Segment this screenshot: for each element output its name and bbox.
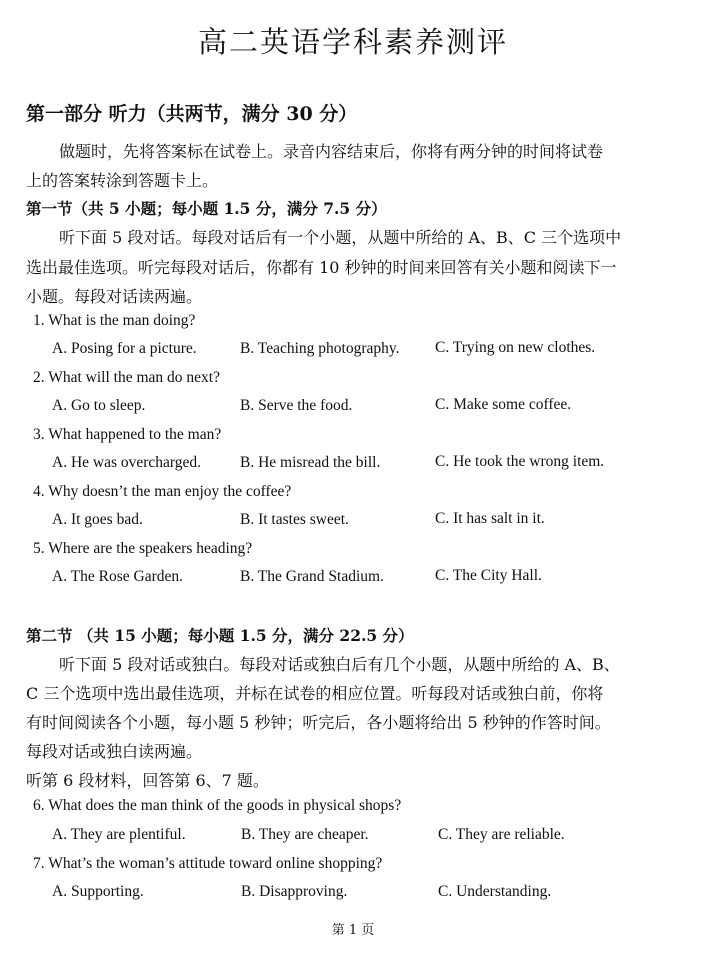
question-4-option-a: A. It goes bad.: [52, 511, 143, 528]
question-5-option-b: B. The Grand Stadium.: [240, 568, 384, 585]
question-3-option-c: C. He took the wrong item.: [435, 453, 605, 470]
question-7-option-c: C. Understanding.: [438, 883, 552, 900]
part1-heading: 第一部分 听力（共两节，满分 30 分）: [26, 103, 358, 125]
question-7: 7. What’s the woman’s attitude toward online shopping?: [33, 855, 383, 872]
question-3-option-b: B. He misread the bill.: [240, 454, 381, 471]
question-1: 1. What is the man doing?: [33, 312, 196, 329]
section2-instruction-line-1: 听下面 5 段对话或独白。每段对话或独白后有几个小题，从题中所给的 A、B、: [59, 655, 620, 674]
section1-instruction-line-2: 选出最佳选项。听完每段对话后，你都有 10 秒钟的时间来回答有关小题和阅读下一: [26, 258, 617, 277]
question-3-option-a: A. He was overcharged.: [52, 454, 202, 471]
question-6-option-a: A. They are plentiful.: [52, 826, 186, 843]
question-7-option-b: B. Disapproving.: [241, 883, 348, 900]
question-2-option-a: A. Go to sleep.: [52, 397, 146, 414]
part1-intro-line-2: 上的答案转涂到答题卡上。: [26, 171, 219, 190]
question-6-option-c: C. They are reliable.: [438, 826, 565, 843]
question-1-option-b: B. Teaching photography.: [240, 340, 400, 357]
question-6-option-b: B. They are cheaper.: [241, 826, 369, 843]
section2-heading: 第二节 （共 15 小题；每小题 1.5 分，满分 22.5 分）: [26, 626, 414, 645]
question-2: 2. What will the man do next?: [33, 369, 220, 386]
page-number: 第 1 页: [331, 923, 375, 938]
question-1-option-a: A. Posing for a picture.: [52, 340, 197, 357]
section2-instruction-line-3: 有时间阅读各个小题，每小题 5 秒钟；听完后，各小题将给出 5 秒钟的作答时间。: [26, 713, 611, 732]
section1-instruction-line-1: 听下面 5 段对话。每段对话后有一个小题，从题中所给的 A、B、C 三个选项中: [59, 228, 622, 247]
question-7-option-a: A. Supporting.: [52, 883, 144, 900]
material-note: 听第 6 段材料，回答第 6、7 题。: [26, 771, 269, 790]
question-6: 6. What does the man think of the goods in physical shops?: [33, 797, 402, 814]
section1-instruction-line-3: 小题。每段对话读两遍。: [26, 287, 203, 306]
question-4: 4. Why doesn’t the man enjoy the coffee?: [33, 483, 292, 500]
question-5-option-a: A. The Rose Garden.: [52, 568, 184, 585]
section2-instruction-line-2: C 三个选项中选出最佳选项，并标在试卷的相应位置。听每段对话或独白前，你将: [26, 684, 604, 703]
question-2-option-c: C. Make some coffee.: [435, 396, 572, 413]
question-4-option-b: B. It tastes sweet.: [240, 511, 349, 528]
page-title: 高二英语学科素养测评: [197, 25, 508, 59]
question-5: 5. Where are the speakers heading?: [33, 540, 253, 557]
question-1-option-c: C. Trying on new clothes.: [435, 339, 596, 356]
question-2-option-b: B. Serve the food.: [240, 397, 353, 414]
question-3: 3. What happened to the man?: [33, 426, 222, 443]
section1-heading: 第一节（共 5 小题；每小题 1.5 分，满分 7.5 分）: [26, 199, 387, 218]
question-4-option-c: C. It has salt in it.: [435, 510, 545, 527]
part1-intro-line-1: 做题时，先将答案标在试卷上。录音内容结束后，你将有两分钟的时间将试卷: [59, 142, 604, 161]
question-5-option-c: C. The City Hall.: [435, 567, 542, 584]
section2-instruction-line-4: 每段对话或独白读两遍。: [26, 742, 203, 761]
